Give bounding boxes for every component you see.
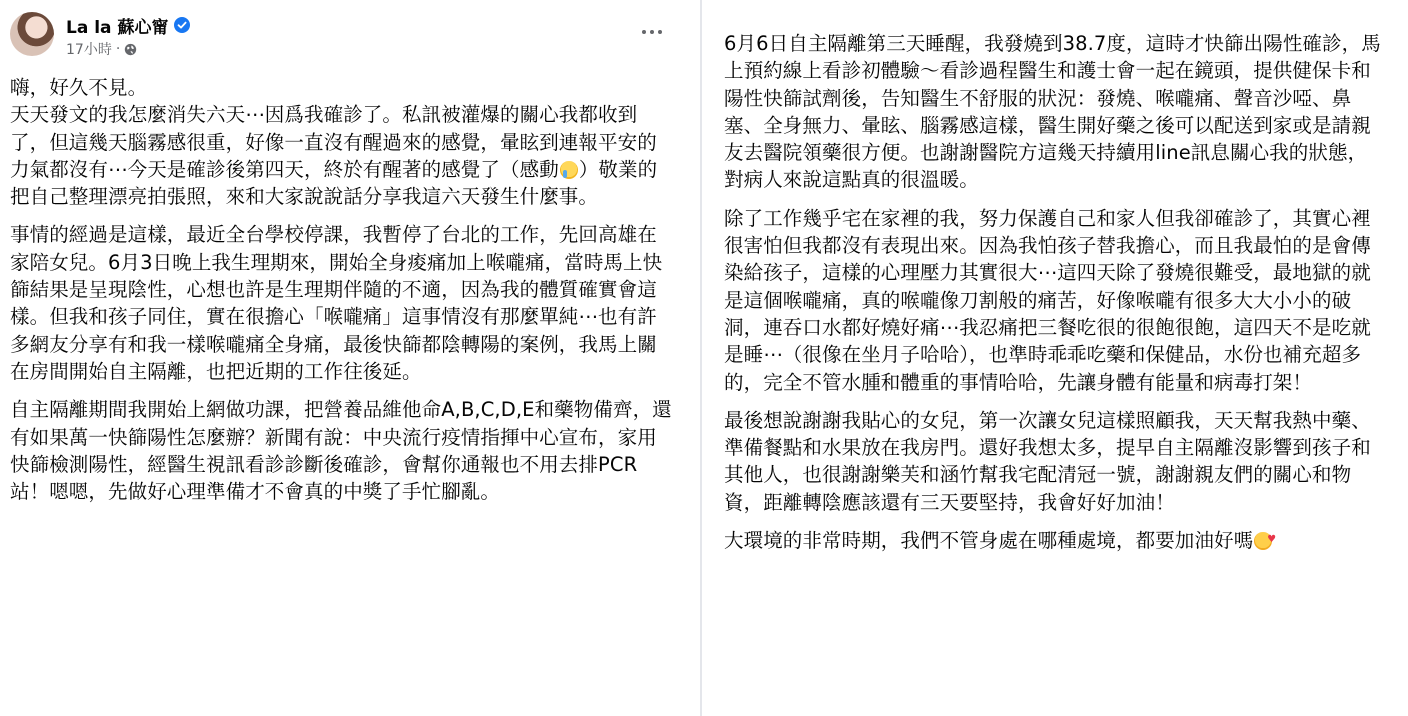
post-timestamp[interactable]: 17小時: [66, 42, 112, 58]
more-options-button[interactable]: [634, 20, 670, 44]
paragraph-5: 除了工作幾乎宅在家裡的我，努力保護自己和家人但我卻確診了，其實心裡很害怕但我都沒有表現出來。因為我怕孩子替我擔心，而且我最怕的是會傳染給孩子，這樣的心理壓力其實很大⋯這四天除了發燒很難受，最地獄的就是這個喉嚨痛，真的喉嚨像刀割般的痛苦，好像喉嚨有很多大大小小的破洞，連吞口水都好燒好痛⋯我忍痛把三餐吃很的很飽很飽，這四天不是吃就是睡⋯（很像在坐月子哈哈），也準時乖乖吃藥和保健品，水份也補充超多的，完全不管水腫和體重的事情哈哈，先讓身體有能量和病毒打架！: [724, 206, 1371, 394]
globe-icon: [124, 43, 137, 56]
author-name-row: [66, 14, 190, 36]
more-options-icon: [642, 30, 646, 34]
verified-badge-icon: [174, 17, 190, 33]
post-body-right: [724, 30, 1386, 565]
author-avatar[interactable]: [10, 12, 54, 56]
paragraph-1: 嗨，好久不見。 天天發文的我怎麼消失六天⋯因爲我確診了。私訊被灌爆的關心我都收到了，但這幾天腦霧感很重，好像一直沒有醒過來的感覺，暈眩到連報平安的力氣都沒有⋯今天是確診後第四天，終於有醒著的感覺了（感動 ）敬業的把自己整理漂亮拍張照，來和大家說說話分享我這六天發生什麼事。: [10, 76, 658, 209]
paragraph-7: 大環境的非常時期，我們不管身處在哪種處境，都要加油好嗎♥: [724, 527, 1386, 554]
crying-face-emoji: [560, 161, 578, 179]
post-left-column: [0, 0, 680, 716]
paragraph-4: 6月6日自主隔離第三天睡醒，我發燒到38.7度，這時才快篩出陽性確診，馬上預約線上看診初體驗～看診過程醫生和護士會一起在鏡頭，提供健保卡和陽性快篩試劑後，告知醫生不舒服的狀況：發燒、喉嚨痛、聲音沙啞、鼻塞、全身無力、暈眩、腦霧感這樣，醫生開好藥之後可以配送到家或是請親友去醫院領藥很方便。也謝謝醫院方這幾天持續用line訊息關心我的狀態，對病人來說這點真的很溫暖。: [724, 32, 1381, 192]
paragraph-6: 最後想說謝謝我貼心的女兒，第一次讓女兒這樣照顧我，天天幫我熱中藥、準備餐點和水果放在我房門。還好我想太多，提早自主隔離沒影響到孩子和其他人，也很謝謝樂芙和涵竹幫我宅配清冠一號，謝謝親友們的關心和物資，距離轉陰應該還有三天要堅持，我會好好加油！: [724, 408, 1371, 514]
post-header: [10, 12, 670, 60]
post-body-left: [10, 74, 672, 516]
column-divider: [700, 0, 702, 716]
meta-separator: ·: [115, 41, 121, 57]
author-name[interactable]: La la 蘇心甯: [66, 17, 169, 38]
post-meta: [66, 40, 137, 58]
paragraph-3: 自主隔離期間我開始上網做功課，把營養品維他命A,B,C,D,E和藥物備齊，還有如果萬一快篩陽性怎麼辦？新聞有說：中央流行疫情指揮中心宣布，家用快篩檢測陽性，經醫生視訊看診診斷後確診，會幫你通報也不用去排PCR站！嗯嗯，先做好心理準備才不會真的中獎了手忙腳亂。: [10, 398, 672, 504]
smiling-face-with-hearts-emoji: [1254, 532, 1272, 550]
post-right-column: [704, 0, 1408, 716]
paragraph-2: 事情的經過是這樣，最近全台學校停課，我暫停了台北的工作，先回高雄在家陪女兒。6月3日晚上我生理期來，開始全身痠痛加上喉嚨痛，當時馬上快篩結果是呈現陰性，心想也許是生理期伴隨的不適，因為我的體質確實會這樣。但我和孩子同住，實在很擔心「喉嚨痛」這事情沒有那麼單純⋯也有許多網友分享有和我一樣喉嚨痛全身痛，最後快篩都陰轉陽的案例，我馬上關在房間開始自主隔離，也把近期的工作往後延。: [10, 223, 663, 383]
